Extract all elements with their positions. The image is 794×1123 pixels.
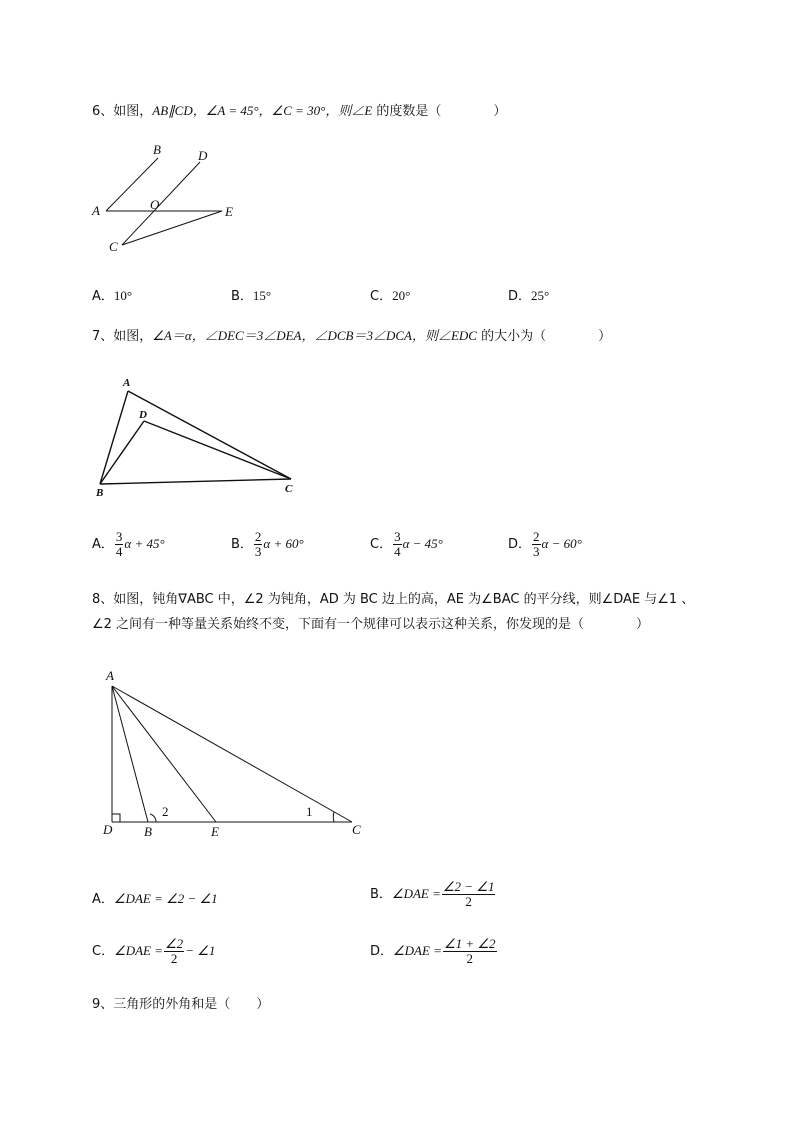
q8-option-d[interactable]: D．∠DAE = $\frac{\angle 1 + \angle 2}{2}$ bbox=[370, 936, 496, 966]
label-A: A bbox=[106, 668, 114, 683]
q8-option-c[interactable]: C．∠DAE = $\frac{\angle 2}{2}$ − ∠1 bbox=[92, 936, 216, 966]
angle-2-arc bbox=[150, 814, 156, 822]
label-B: B bbox=[144, 824, 152, 839]
label-D: D bbox=[139, 409, 147, 421]
label-E: E bbox=[225, 204, 233, 219]
label-A: A bbox=[92, 203, 100, 218]
label-C: C bbox=[285, 483, 293, 495]
q8-option-a[interactable]: A．∠DAE = ∠2 − ∠1 bbox=[92, 891, 218, 907]
label-B: B bbox=[153, 142, 161, 157]
label-A: A bbox=[123, 377, 131, 389]
q6-option-a[interactable]: A．10° bbox=[92, 288, 133, 304]
segment-AB bbox=[112, 686, 148, 822]
label-O: O bbox=[150, 197, 160, 212]
label-angle-1: 1 bbox=[306, 804, 313, 819]
question-8-stem-line2: ∠2 之间有一种等量关系始终不变，下面有一个规律可以表示这种关系，你发现的是（ ） bbox=[92, 617, 650, 632]
label-C: C bbox=[109, 239, 118, 254]
question-8-stem-line1: 8、如图，钝角∇ABC 中，∠2 为钝角，AD 为 BC 边上的高，AE 为∠BAC 的平分线，则∠DAE 与∠1 、 bbox=[92, 592, 695, 607]
q7-option-c[interactable]: C． $\frac{3}{4}$ α − 45° bbox=[370, 529, 443, 559]
segment-AE bbox=[112, 686, 216, 822]
label-E: E bbox=[211, 824, 219, 839]
q8-option-b[interactable]: B．∠DAE = $\frac{\angle 2 - \angle 1}{2}$ bbox=[370, 879, 495, 909]
q6-option-b[interactable]: B．15° bbox=[231, 288, 272, 304]
question-6-stem: 6、如图，AB∥CD，∠A = 45°，∠C = 30°，则∠E 的度数是（ ） bbox=[92, 103, 507, 119]
q7-option-b[interactable]: B． $\frac{2}{3}$ α + 60° bbox=[231, 529, 304, 559]
label-B: B bbox=[96, 487, 104, 499]
label-D: D bbox=[198, 148, 208, 163]
q6-option-c[interactable]: C．20° bbox=[370, 288, 411, 304]
q7-option-a[interactable]: A． $\frac{3}{4}$ α + 45° bbox=[92, 529, 165, 559]
q7-option-d[interactable]: D． $\frac{2}{3}$ α − 60° bbox=[508, 529, 582, 559]
segment-AC bbox=[112, 686, 352, 822]
right-angle-mark bbox=[112, 814, 120, 822]
label-angle-2: 2 bbox=[162, 804, 169, 819]
label-C: C bbox=[352, 822, 361, 837]
question-7-stem: 7、如图，∠A＝α，∠DEC＝3∠DEA，∠DCB＝3∠DCA，则∠EDC 的大小为（ ） bbox=[92, 328, 612, 344]
angle-1-arc bbox=[333, 812, 334, 822]
q6-option-d[interactable]: D．25° bbox=[508, 288, 550, 304]
question-9-stem: 9、三角形的外角和是（ ） bbox=[92, 997, 270, 1012]
label-D: D bbox=[103, 822, 113, 837]
